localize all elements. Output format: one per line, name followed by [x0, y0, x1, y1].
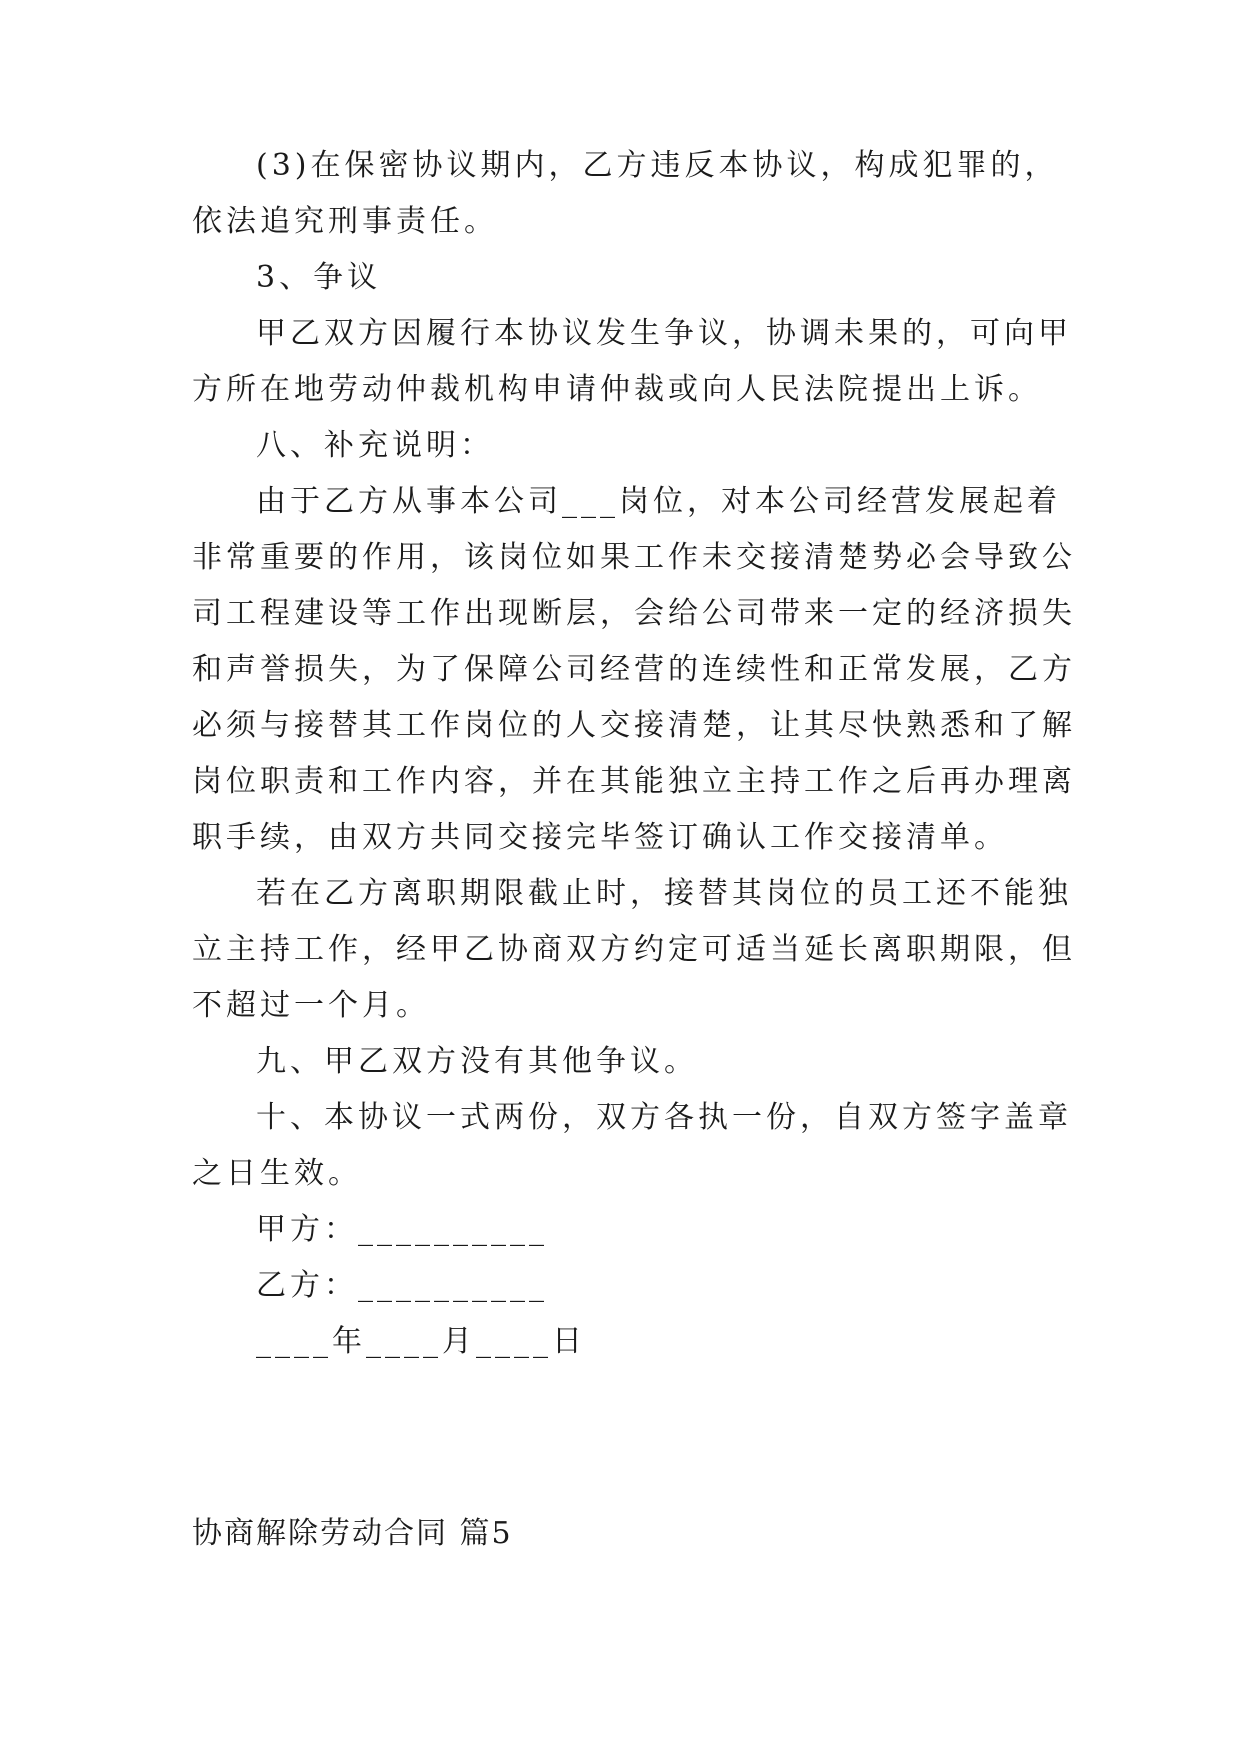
paragraph-line: 十、本协议一式两份，双方各执一份，自双方签字盖章: [256, 1100, 1072, 1135]
paragraph-line: 职手续，由双方共同交接完毕签订确认工作交接清单。: [192, 820, 1008, 855]
paragraph-line: 司工程建设等工作出现断层，会给公司带来一定的经济损失: [192, 596, 1076, 631]
paragraph-line: 九、甲乙双方没有其他争议。: [256, 1044, 698, 1079]
section-label: 八、补充说明：: [256, 428, 494, 463]
paragraph-line: 之日生效。: [192, 1156, 362, 1191]
paragraph-line: 依法追究刑事责任。: [192, 204, 498, 239]
paragraph-line: 立主持工作，经甲乙协商双方约定可适当延长离职期限，但: [192, 932, 1076, 967]
paragraph-line: 非常重要的作用，该岗位如果工作未交接清楚势必会导致公: [192, 540, 1076, 575]
paragraph-line: 不超过一个月。: [192, 988, 430, 1023]
paragraph-line: 必须与接替其工作岗位的人交接清楚，让其尽快熟悉和了解: [192, 708, 1076, 743]
section-heading: 协商解除劳动合同 篇5: [192, 1516, 513, 1551]
paragraph-line: 方所在地劳动仲裁机构申请仲裁或向人民法院提出上诉。: [192, 372, 1042, 407]
paragraph-line: 若在乙方离职期限截止时，接替其岗位的员工还不能独: [256, 876, 1072, 911]
paragraph-line: (3)在保密协议期内，乙方违反本协议，构成犯罪的，: [256, 148, 1059, 183]
paragraph-line: 岗位职责和工作内容，并在其能独立主持工作之后再办理离: [192, 764, 1076, 799]
section-label: 3、争议: [256, 260, 382, 295]
paragraph-line: 甲乙双方因履行本协议发生争议，协调未果的，可向甲: [256, 316, 1072, 351]
paragraph-line: 由于乙方从事本公司___岗位，对本公司经营发展起着: [256, 484, 1061, 519]
party-a-signature-line: 甲方：__________: [256, 1212, 548, 1247]
party-b-signature-line: 乙方：__________: [256, 1268, 548, 1303]
paragraph-line: 和声誉损失，为了保障公司经营的连续性和正常发展，乙方: [192, 652, 1076, 687]
date-line: ____年____月____日: [256, 1324, 586, 1359]
